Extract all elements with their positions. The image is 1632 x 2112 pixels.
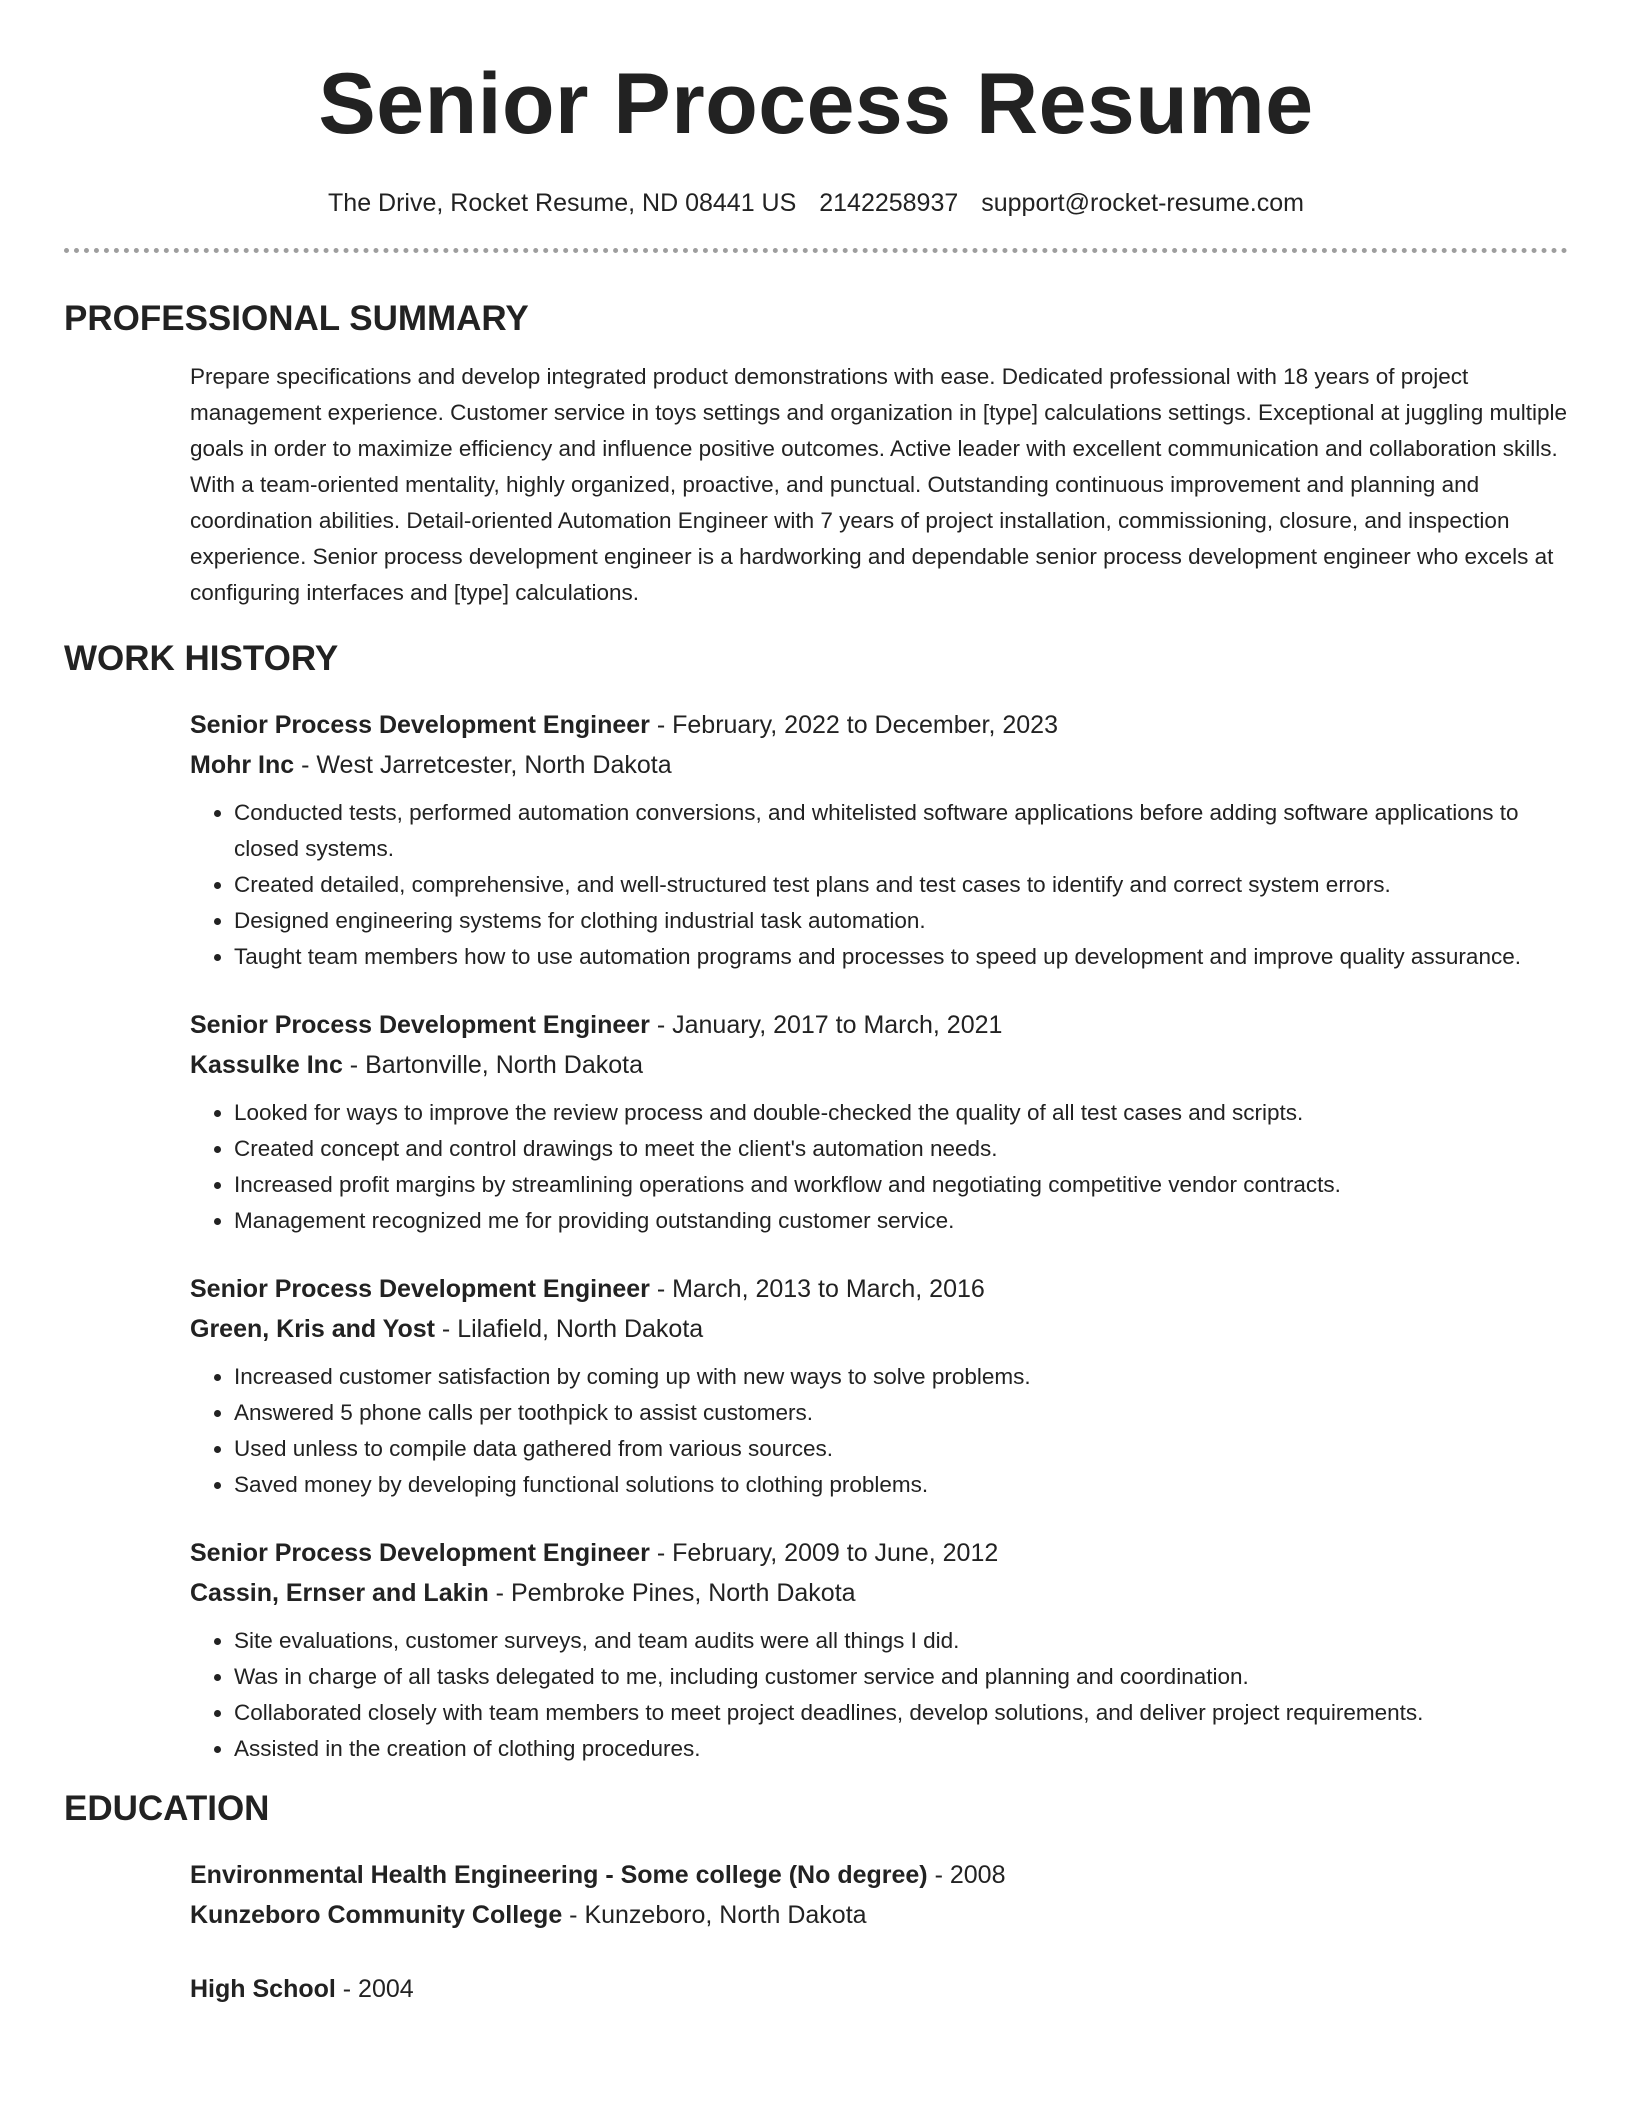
separator: - — [562, 1901, 585, 1929]
job-dates: January, 2017 to March, 2021 — [672, 1011, 1003, 1039]
separator: - — [488, 1579, 511, 1607]
education-location: Kunzeboro, North Dakota — [584, 1901, 867, 1929]
education-heading: EDUCATION — [64, 1789, 270, 1828]
resume-page — [64, 0, 1568, 2009]
job-bullets — [190, 1095, 1568, 1239]
separator: - — [649, 711, 673, 739]
job-company-line — [190, 1045, 1568, 1085]
job-location: West Jarretcester, North Dakota — [316, 751, 672, 779]
separator: - — [649, 1011, 673, 1039]
education-degree: Environmental Health Engineering - Some college (No degree) — [190, 1861, 928, 1889]
education-entry — [190, 1969, 1568, 2009]
job-company-line — [190, 1309, 1568, 1349]
education-school: Kunzeboro Community College — [190, 1901, 563, 1929]
job-title-line — [190, 1533, 1568, 1573]
job-bullet: • Increased profit margins by streamlining operations and workflow and negotiating competitive vendor contracts. — [234, 1167, 1568, 1203]
job-company: Kassulke Inc — [190, 1051, 343, 1079]
job-role: Senior Process Development Engineer — [190, 1539, 650, 1567]
separator: - — [927, 1861, 950, 1889]
education-entry — [190, 1855, 1568, 1935]
resume-name: Senior Process Resume — [318, 56, 1314, 152]
job-bullet: • Conducted tests, performed automation conversions, and whitelisted software applications before adding software applications to closed systems. — [234, 795, 1568, 867]
job-entry — [190, 1269, 1568, 1503]
job-bullet: • Collaborated closely with team members to meet project deadlines, develop solutions, and deliver project requirements. — [234, 1695, 1568, 1731]
job-entry — [190, 705, 1568, 975]
education-school-line — [190, 1895, 1568, 1935]
separator: - — [649, 1539, 673, 1567]
education-section — [64, 1787, 1568, 2009]
job-title-line — [190, 1269, 1568, 1309]
job-location: Bartonville, North Dakota — [365, 1051, 643, 1079]
job-bullet: • Created concept and control drawings to meet the client's automation needs. — [234, 1131, 1568, 1167]
job-location: Pembroke Pines, North Dakota — [510, 1579, 856, 1607]
summary-text: Prepare specifications and develop integrated product demonstrations with ease. Dedicated professional with 18 years of project management experience. Customer service in toys settings and organization in [type] calculations settings. Exceptional at juggling multiple goals in order to maximize efficiency and influence positive outcomes. Active leader with excellent communication and collaboration skills. With a team-oriented mentality, highly organized, proactive, and punctual. Outstanding continuous improvement and planning and coordination abilities. Detail-oriented Automation Engineer with 7 years of project installation, commissioning, closure, and inspection experience. Senior process development engineer is a hardworking and dependable senior process development engineer who excels at configuring interfaces and [type] calculations. — [190, 364, 1567, 605]
job-bullet: • Answered 5 phone calls per toothpick to assist customers. — [234, 1395, 1568, 1431]
job-role: Senior Process Development Engineer — [190, 1275, 650, 1303]
job-company-line — [190, 1573, 1568, 1613]
job-bullets — [190, 1623, 1568, 1767]
job-bullet: • Created detailed, comprehensive, and well-structured test plans and test cases to identify and correct system errors. — [234, 867, 1568, 903]
contact-email: support@rocket-resume.com — [981, 189, 1304, 217]
separator: - — [335, 1975, 359, 2003]
summary-heading: PROFESSIONAL SUMMARY — [64, 299, 529, 338]
contact-address: The Drive, Rocket Resume, ND 08441 US — [328, 189, 797, 217]
resume-header — [64, 0, 1568, 253]
job-bullet: • Was in charge of all tasks delegated to me, including customer service and planning and coordination. — [234, 1659, 1568, 1695]
job-bullets — [190, 795, 1568, 975]
job-dates: February, 2009 to June, 2012 — [672, 1539, 999, 1567]
job-role: Senior Process Development Engineer — [190, 711, 650, 739]
job-bullet: • Management recognized me for providing outstanding customer service. — [234, 1203, 1568, 1239]
contact-phone: 2142258937 — [819, 189, 959, 217]
job-bullet: • Used unless to compile data gathered from various sources. — [234, 1431, 1568, 1467]
contact-info — [64, 186, 1568, 220]
job-dates: February, 2022 to December, 2023 — [672, 711, 1058, 739]
education-year: 2008 — [949, 1861, 1006, 1889]
job-company: Mohr Inc — [190, 751, 295, 779]
job-bullet: • Assisted in the creation of clothing procedures. — [234, 1731, 1568, 1767]
education-year: 2004 — [358, 1975, 414, 2003]
job-title-line — [190, 705, 1568, 745]
job-title-line — [190, 1005, 1568, 1045]
header-divider — [64, 248, 1568, 253]
job-bullet: • Saved money by developing functional solutions to clothing problems. — [234, 1467, 1568, 1503]
education-degree-line — [190, 1969, 1568, 2009]
summary-section — [64, 297, 1568, 611]
work-history-heading: WORK HISTORY — [64, 639, 339, 678]
job-entry — [190, 1005, 1568, 1239]
job-dates: March, 2013 to March, 2016 — [672, 1275, 985, 1303]
separator: - — [294, 751, 317, 779]
job-entry — [190, 1533, 1568, 1767]
job-role: Senior Process Development Engineer — [190, 1011, 650, 1039]
job-company-line — [190, 745, 1568, 785]
job-bullet: • Taught team members how to use automation programs and processes to speed up development and improve quality assurance. — [234, 939, 1568, 975]
job-bullet: • Site evaluations, customer surveys, and team audits were all things I did. — [234, 1623, 1568, 1659]
education-degree: High School — [190, 1975, 336, 2003]
job-company: Cassin, Ernser and Lakin — [190, 1579, 489, 1607]
work-history-section — [64, 637, 1568, 1767]
job-location: Lilafield, North Dakota — [457, 1315, 704, 1343]
job-company: Green, Kris and Yost — [190, 1315, 435, 1343]
separator: - — [342, 1051, 366, 1079]
education-degree-line — [190, 1855, 1568, 1895]
separator: - — [434, 1315, 458, 1343]
job-bullet: • Increased customer satisfaction by coming up with new ways to solve problems. — [234, 1359, 1568, 1395]
job-bullet: • Designed engineering systems for clothing industrial task automation. — [234, 903, 1568, 939]
separator: - — [649, 1275, 673, 1303]
job-bullets — [190, 1359, 1568, 1503]
job-bullet: • Looked for ways to improve the review process and double-checked the quality of all test cases and scripts. — [234, 1095, 1568, 1131]
